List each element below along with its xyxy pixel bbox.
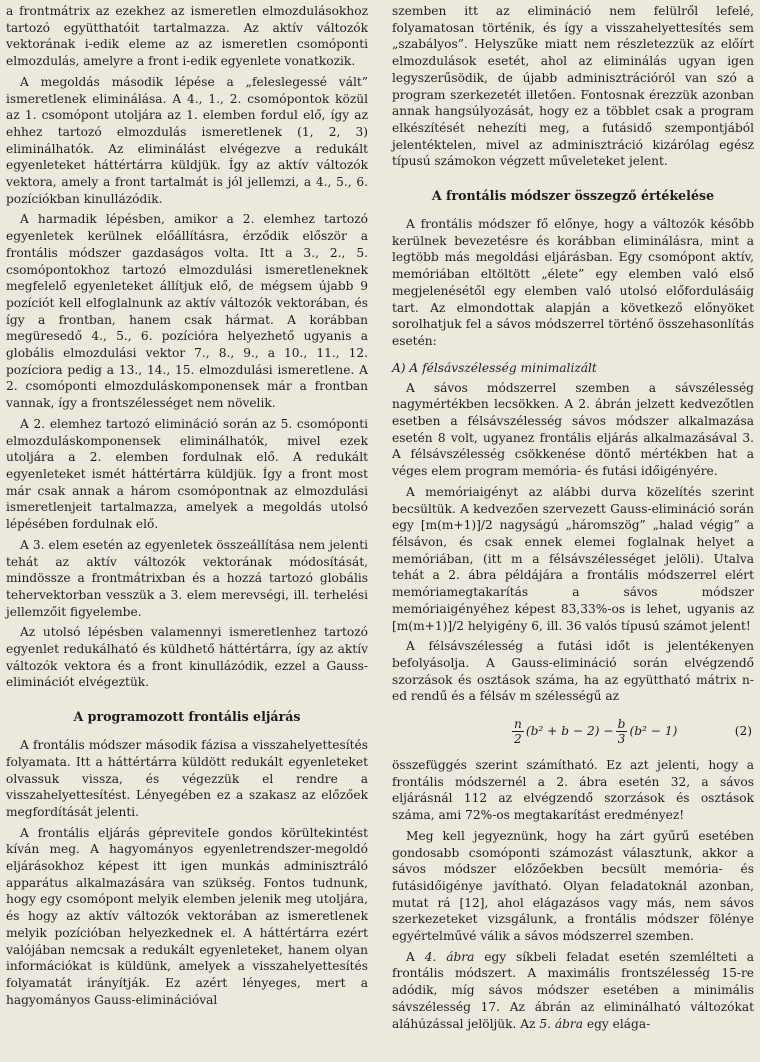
text-run: egy elága- <box>583 1016 651 1031</box>
paragraph: Az utolsó lépésben valamennyi ismeretlenhez tartozó egyenlet redukálható és küldhető háttértárra, így az aktív változók vektora és a front kinullázódik, ezzel a Gauss-eliminációt elvégeztük. <box>6 625 368 690</box>
equation-number: (2) <box>734 723 752 738</box>
text-run: egy síkbeli feladat esetén szemlélteti a frontális módszert. A maximális frontszélesség 15-re adódik, míg sávos módszer esetében a minimális sávszélesség 17. Az ábrán az eliminálható változókat aláhúzással jelöljük. Az <box>392 949 754 1031</box>
text-run: A <box>406 949 425 964</box>
fraction-denominator: 3 <box>617 731 626 746</box>
right-column <box>392 3 754 1062</box>
equation-term: (b² − 1) <box>629 723 678 738</box>
paragraph: A megoldás második lépése a „feleslegessé vált” ismeretlenek eliminálása. A 4., 1., 2. csomópontok közül az 1. csomópont utoljára az 1. elemben fordul elő, így az ehhez tartozó elmozdulás ismeretlenek (1, 2, 3) eliminálhatók. Az eliminálást elvégezve a redukált egyenleteket háttértárra küldjük. Így az aktív változók vektora, amely a front tartalmát is jól jellemzi, a 4., 5., 6. pozíciókban kinullázódik. <box>6 74 368 206</box>
paragraph: A félsávszélesség a futási időt is jelentékenyen befolyásolja. A Gauss-elimináció során elvégzendő szorzások és osztások száma, ha az együttható mátrix n-ed rendű és a félsáv m szélességű az <box>392 639 754 704</box>
equation-term: (b² + b − 2) − <box>525 723 614 738</box>
paragraph <box>392 949 754 1033</box>
equation-expression <box>510 717 677 746</box>
equation-2 <box>392 711 754 751</box>
figure-reference: 5. ábra <box>539 1016 584 1031</box>
figure-reference: 4. ábra <box>424 949 475 964</box>
paragraph: A frontális eljárás gépreviteIe gondos körültekintést kíván meg. A hagyományos egyenletrendszer-megoldó eljárásokhoz képest itt igen munkás adminisztráló apparátus alkalmazására van szükség. Fontos tudnunk, hogy egy csomópont melyik elemben jelenik meg utoljára, és hogy az aktív változók vektorában az ismeretlenek melyik pozícióban helyezkednek el. A háttértárra ezért valójában nemcsak a redukált egyenleteket, hanem olyan információkat is küldünk, amelyek a visszahelyettesítés folyamatát irányítják. Ez azért lényeges, mert a hagyományos Gauss-eliminációval <box>6 825 368 1007</box>
section-heading: A frontális módszer összegző értékelése <box>431 188 715 204</box>
fraction <box>616 717 628 746</box>
paragraph: A 2. elemhez tartozó elimináció során az 5. csomóponti elmozduláskomponensek eliminálhatók, mivel ezek utoljára a 2. elemben fordulnak elő. A redukált egyenleteket ismét háttértárra küldjük. Így a front most már csak annak a három csomópontnak az elmozdulási ismeretlenjeit tartalmazza, amelyek a megoldás utolsó lépésében fordulnak elő. <box>6 416 368 532</box>
paragraph: A harmadik lépésben, amikor a 2. elemhez tartozó egyenletek kerülnek előállításra, érződik először a frontális módszer gazdaságos volta. Itt a 3., 2., 5. csomópontokhoz tartozó elmozdulási ismeretleneknek megfelelő egyenleteket állítjuk elő, de mégsem újabb 9 pozíciót kell elfoglalnunk az aktív változók vektorában, és így a frontban, hanem csak hármat. A korábban megüresedő 4., 5., 6. pozícióra helyezhető ugyanis a globális elmozdulási vektor 7., 8., 9., a 10., 11., 12. pozíciora pedig a 13., 14., 15. elmozdulási ismeretlene. A 2. csomóponti elmozduláskomponensek már a frontban vannak, így a frontszélességet nem növelik. <box>6 212 368 411</box>
left-column <box>6 3 368 1062</box>
paragraph: összefüggés szerint számítható. Ez azt jelenti, hogy a frontális módszernél a 2. ábra esetén 32, a sávos eljárásnál 112 az elvégzendő szorzások és osztások száma, ami 72%-os megtakarítást eredményez! <box>392 758 754 823</box>
paragraph: Meg kell jegyeznünk, hogy ha zárt gyűrű esetében gondosabb csomóponti számozást választunk, akkor a sávos módszer előzőekben becsült memória- és futásidőigénye javítható. Olyan feladatoknál azonban, mutat rá [12], ahol elágazásos vagy más, nem sávos szerkezeteket vizsgálunk, a frontális módszer fölénye egyértelművé válik a sávos módszerrel szemben. <box>392 828 754 944</box>
subsection-heading: A) A félsávszélesség minimalizált <box>392 360 597 375</box>
paragraph: A 3. elem esetén az egyenletek összeállítása nem jelenti tehát az aktív változók vektorának módosítását, mindössze a frontmátrixban és a hozzá tartozó globális tehervektorban vesszük a 3. elem merevségi, ill. terhelési jellemzőit figyelembe. <box>6 537 368 619</box>
section-heading: A programozott frontális eljárás <box>73 709 301 725</box>
paragraph: A frontális módszer fő előnye, hogy a változók később kerülnek bevezetésre és korábban eliminálásra, mint a legtöbb más megoldási eljárásban. Egy csomópont aktív, memóriában eltöltött „élete” egy elemben való első megjelenésétől egy elemben való utolsó előfordulásáig tart. Az elmondottak alapján a következő előnyöket sorolhatjuk fel a sávos módszerrel történő összehasonlítás esetén: <box>392 217 754 348</box>
paragraph: A sávos módszerrel szemben a sávszélesség nagymértékben lecsökken. A 2. ábrán jelzett kedvezőtlen esetben a félsávszélesség sávos módszer alkalmazása esetén 8 volt, ugyanez frontális eljárás alkalmazásával 3. A félsávszélesség csökkenése döntő mértékben hat a véges elem program memória- és futási időigényére. <box>392 380 754 479</box>
fraction-numerator: b <box>617 716 626 731</box>
fraction <box>512 717 524 746</box>
paragraph: A frontális módszer második fázisa a visszahelyettesítés folyamata. Itt a háttértárra küldött redukált egyenleteket olvassuk vissza, és végezzük el rendre a visszahelyettesítést. Lényegében ez a szakasz az előzőek megfordítását jelenti. <box>6 738 368 819</box>
paragraph: A memóriaigényt az alábbi durva közelítés szerint becsültük. A kedvezően szervezett Gauss-elimináció során egy [m(m+1)]/2 nagyságú „háromszög” „halad végig” a félsávon, és csak ennek elemei foglalnak helyet a memóriában, (itt m a félsávszélességet jelöli). Utalva tehát a 2. ábra példájára a frontális módszerrel elért memóriamegtakarítás a sávos módszer memóriaigényéhez képest 83,33%-os is lehet, ugyanis az [m(m+1)]/2 helyigény 6, ill. 36 valós típusú számot jelent! <box>392 484 754 633</box>
paragraph: a frontmátrix az ezekhez az ismeretlen elmozdulásokhoz tartozó együtthatóit tartalmazza. Az aktív változók vektorának i-edik eleme az az ismeretlen csomóponti elmozdulás, amelyre a front i-edik egyenlete vonatkozik. <box>6 4 368 69</box>
fraction-denominator: 2 <box>514 731 522 746</box>
paragraph: szemben itt az elimináció nem felülről lefelé, folyamatosan történik, és így a visszahelyettesítés sem „szabályos”. Helyszűke miatt nem részletezzük az előírt elmozdulások esetét, ahol az eliminálás ugyan igen legyszerűsödik, de újabb adminisztrációról van szó a program szerkezetét illetően. Fontosnak érezzük azonban annak hangsúlyozását, hogy ez a többlet csak a program elkészítését nehezíti meg, a futásidő szempontjából jelentéktelen, mivel az adminisztráció kizárólag egész típusú számokon végzett műveleteket jelent. <box>392 4 754 169</box>
fraction-numerator: n <box>514 716 522 731</box>
